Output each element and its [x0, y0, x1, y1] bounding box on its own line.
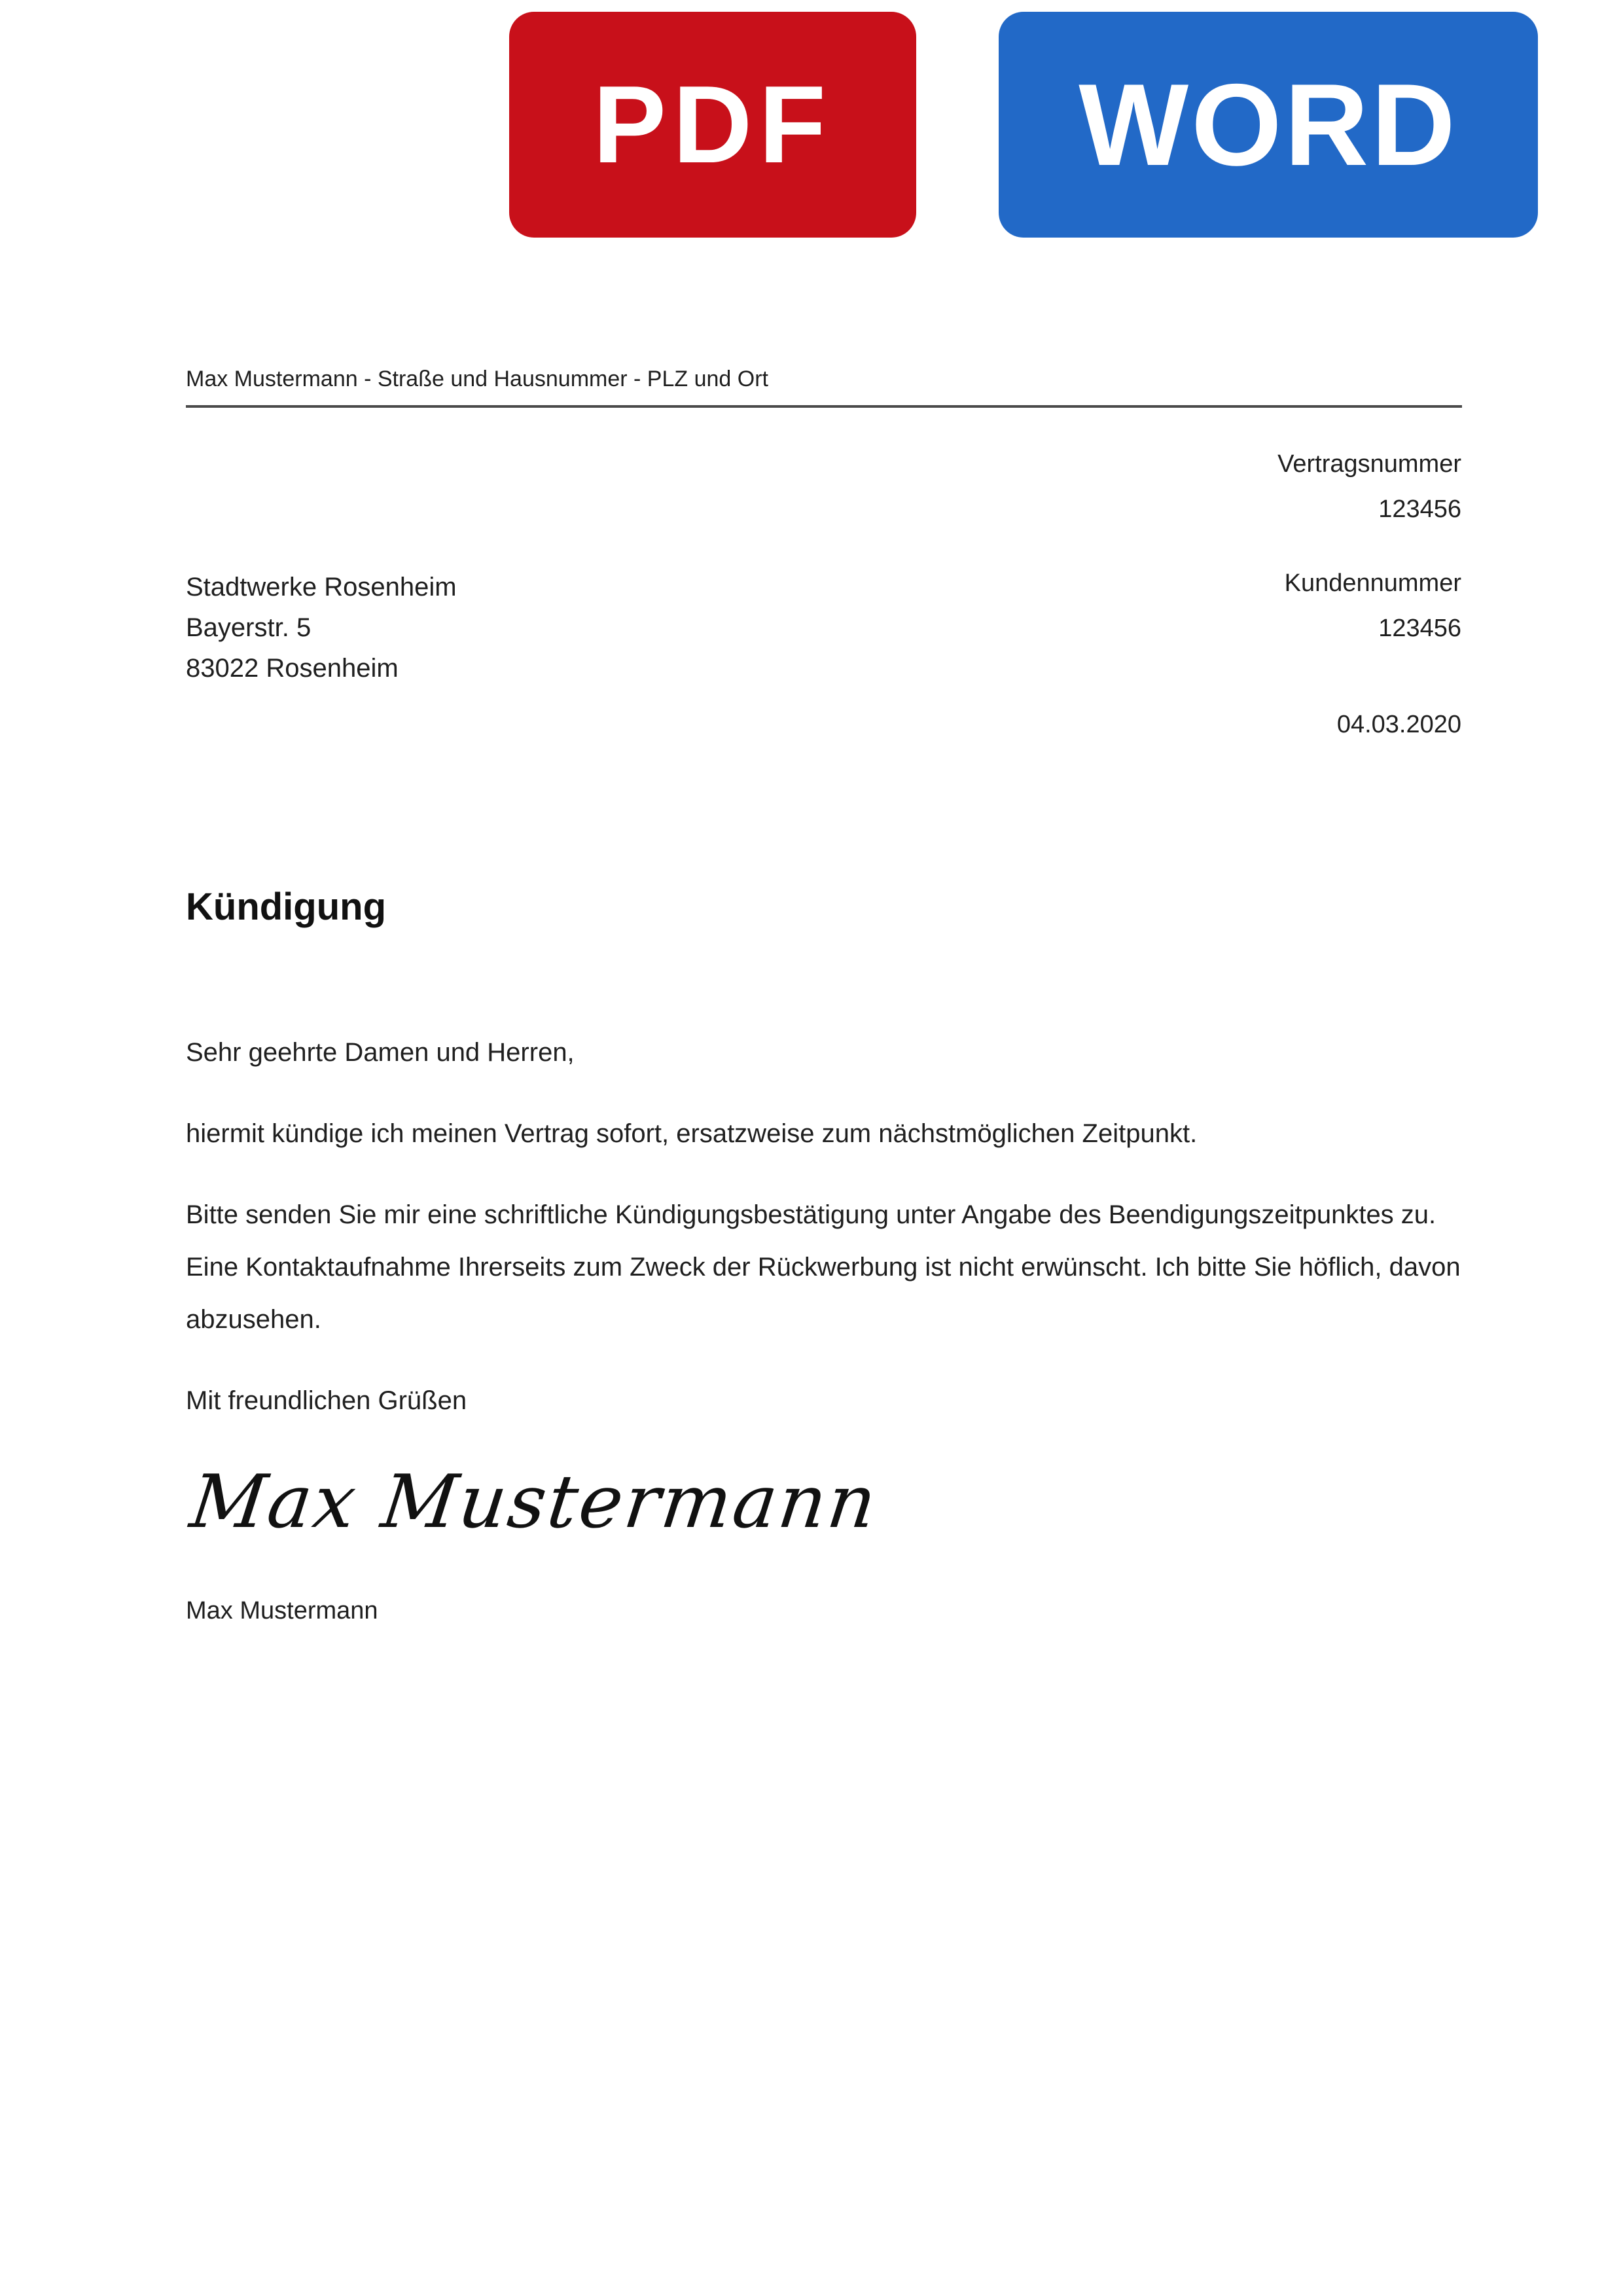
- sender-address-line: Max Mustermann - Straße und Hausnummer - PLZ und Ort: [186, 367, 1462, 408]
- letter-body: [186, 1026, 1472, 1456]
- customer-number-value: 123456: [1378, 615, 1461, 642]
- salutation: Sehr geehrte Damen und Herren,: [186, 1038, 575, 1067]
- meta-block: [1277, 450, 1461, 739]
- recipient-city: 83022 Rosenheim: [186, 654, 399, 683]
- contract-number-label: Vertragsnummer: [1277, 450, 1461, 478]
- closing-line: Mit freundlichen Grüßen: [186, 1386, 467, 1415]
- recipient-street: Bayerstr. 5: [186, 613, 312, 642]
- body-paragraph-2: Bitte senden Sie mir eine schriftliche Kündigungsbestätigung unter Angabe des Beendigungszeitpunktes zu. Eine Kontaktaufnahme Ihrerseits zum Zweck der Rückwerbung ist nicht erwünscht. Ich bitte Sie höflich, davon abzusehen.: [186, 1200, 1461, 1334]
- letter-date: 04.03.2020: [1336, 711, 1461, 738]
- customer-number-label: Kundennummer: [1284, 569, 1461, 597]
- contract-number-value: 123456: [1378, 495, 1461, 523]
- handwritten-signature: Max Mustermann: [186, 1460, 883, 1545]
- letter-subject: Kündigung: [186, 886, 387, 928]
- body-paragraph-1: hiermit kündige ich meinen Vertrag sofort, ersatzweise zum nächstmöglichen Zeitpunkt.: [186, 1119, 1198, 1148]
- recipient-name: Stadtwerke Rosenheim: [186, 573, 457, 601]
- recipient-address: [186, 567, 457, 689]
- signature-printed-name: Max Mustermann: [186, 1597, 378, 1624]
- word-download-button[interactable]: WORD: [999, 12, 1538, 238]
- pdf-download-button[interactable]: PDF: [509, 12, 916, 238]
